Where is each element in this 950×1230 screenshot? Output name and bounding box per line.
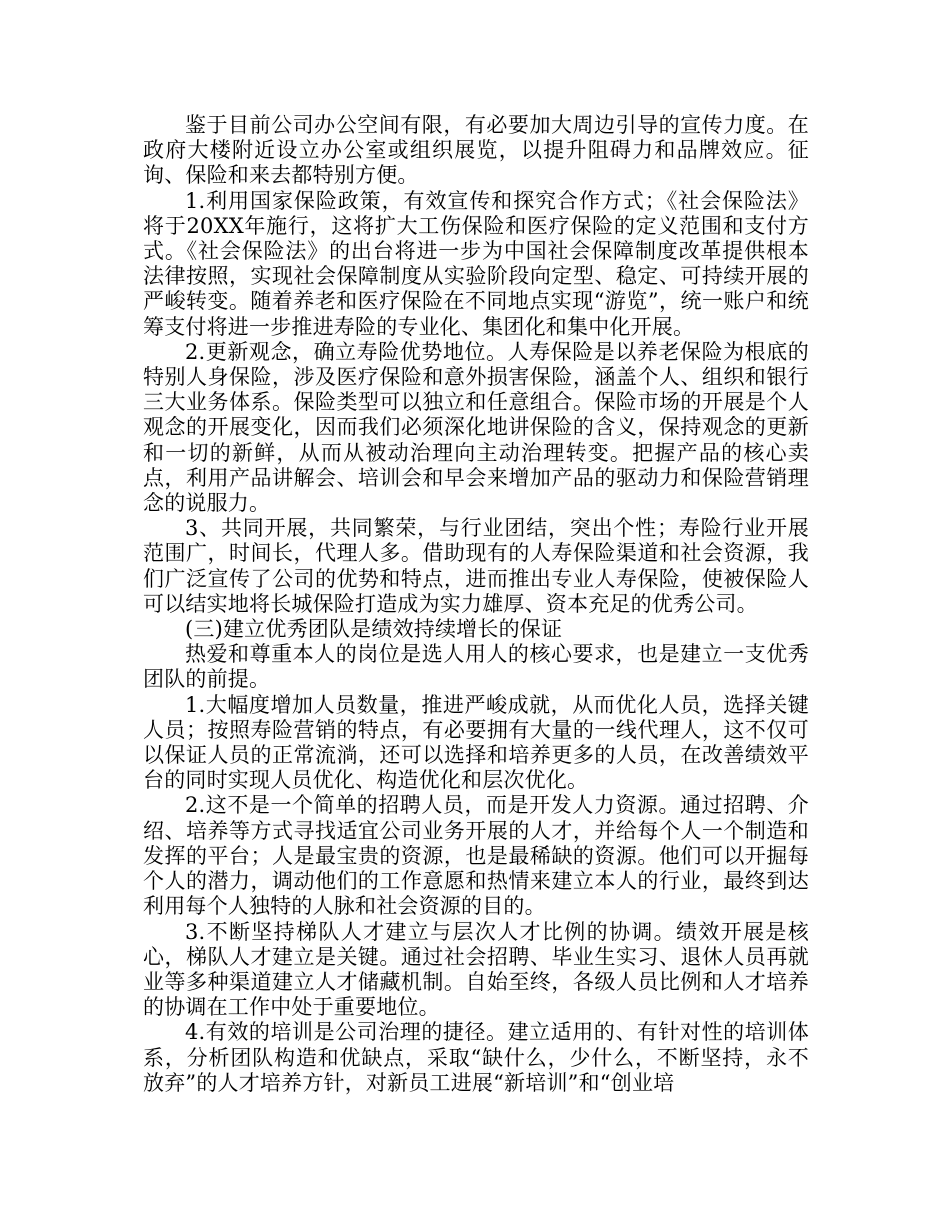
- paragraph: 3、共同开展，共同繁荣，与行业团结，突出个性；寿险行业开展范围广，时间长，代理人多。借助现有的人寿保险渠道和社会资源，我们广泛宣传了公司的优势和特点，进而推出专业人寿保险，使被保险人可以结实地将长城保险打造成为实力雄厚、资本充足的优秀公司。: [143, 516, 809, 616]
- paragraph: 4.有效的培训是公司治理的捷径。建立适用的、有针对性的培训体系，分析团队构造和优缺点，采取“缺什么，少什么，不断坚持，永不放弃”的人才培养方针，对新员工进展“新培训”和“创业培: [143, 1020, 809, 1095]
- paragraph: 鉴于目前公司办公空间有限，有必要加大周边引导的宣传力度。在政府大楼附近设立办公室或组织展览，以提升阻碍力和品牌效应。征询、保险和来去都特别方便。: [143, 113, 809, 188]
- paragraph: 2.更新观念，确立寿险优势地位。人寿保险是以养老保险为根底的特别人身保险，涉及医疗保险和意外损害保险，涵盖个人、组织和银行三大业务体系。保险类型可以独立和任意组合。保险市场的开展是个人观念的开展变化，因而我们必须深化地讲保险的含义，保持观念的更新和一切的新鲜，从而从被动治理向主动治理转变。把握产品的核心卖点，利用产品讲解会、培训会和早会来增加产品的驱动力和保险营销理念的说服力。: [143, 339, 809, 516]
- paragraph: 1.利用国家保险政策，有效宣传和探究合作方式；《社会保险法》将于20XX年施行，这将扩大工伤保险和医疗保险的定义范围和支付方式。《社会保险法》的出台将进一步为中国社会保障制度改革提供根本法律按照，实现社会保障制度从实验阶段向定型、稳定、可持续开展的严峻转变。随着养老和医疗保险在不同地点实现“游览”，统一账户和统筹支付将进一步推进寿险的专业化、集团化和集中化开展。: [143, 188, 809, 339]
- document-body: [143, 113, 809, 1096]
- paragraph: 热爱和尊重本人的岗位是选人用人的核心要求，也是建立一支优秀团队的前提。: [143, 642, 809, 692]
- section-heading: (三)建立优秀团队是绩效持续增长的保证: [185, 617, 563, 642]
- paragraph: 1.大幅度增加人员数量，推进严峻成就，从而优化人员，选择关键人员；按照寿险营销的特点，有必要拥有大量的一线代理人，这不仅可以保证人员的正常流淌，还可以选择和培养更多的人员，在改善绩效平台的同时实现人员优化、构造优化和层次优化。: [143, 692, 809, 793]
- paragraph: 3.不断坚持梯队人才建立与层次人才比例的协调。绩效开展是核心，梯队人才建立是关键。通过社会招聘、毕业生实习、退休人员再就业等多种渠道建立人才储藏机制。自始至终，各级人员比例和人才培养的协调在工作中处于重要地位。: [143, 919, 809, 1020]
- paragraph: 2.这不是一个简单的招聘人员，而是开发人力资源。通过招聘、介绍、培养等方式寻找适宜公司业务开展的人才，并给每个人一个制造和发挥的平台；人是最宝贵的资源，也是最稀缺的资源。他们可以开掘每个人的潜力，调动他们的工作意愿和热情来建立本人的行业，最终到达利用每个人独特的人脉和社会资源的目的。: [143, 793, 809, 919]
